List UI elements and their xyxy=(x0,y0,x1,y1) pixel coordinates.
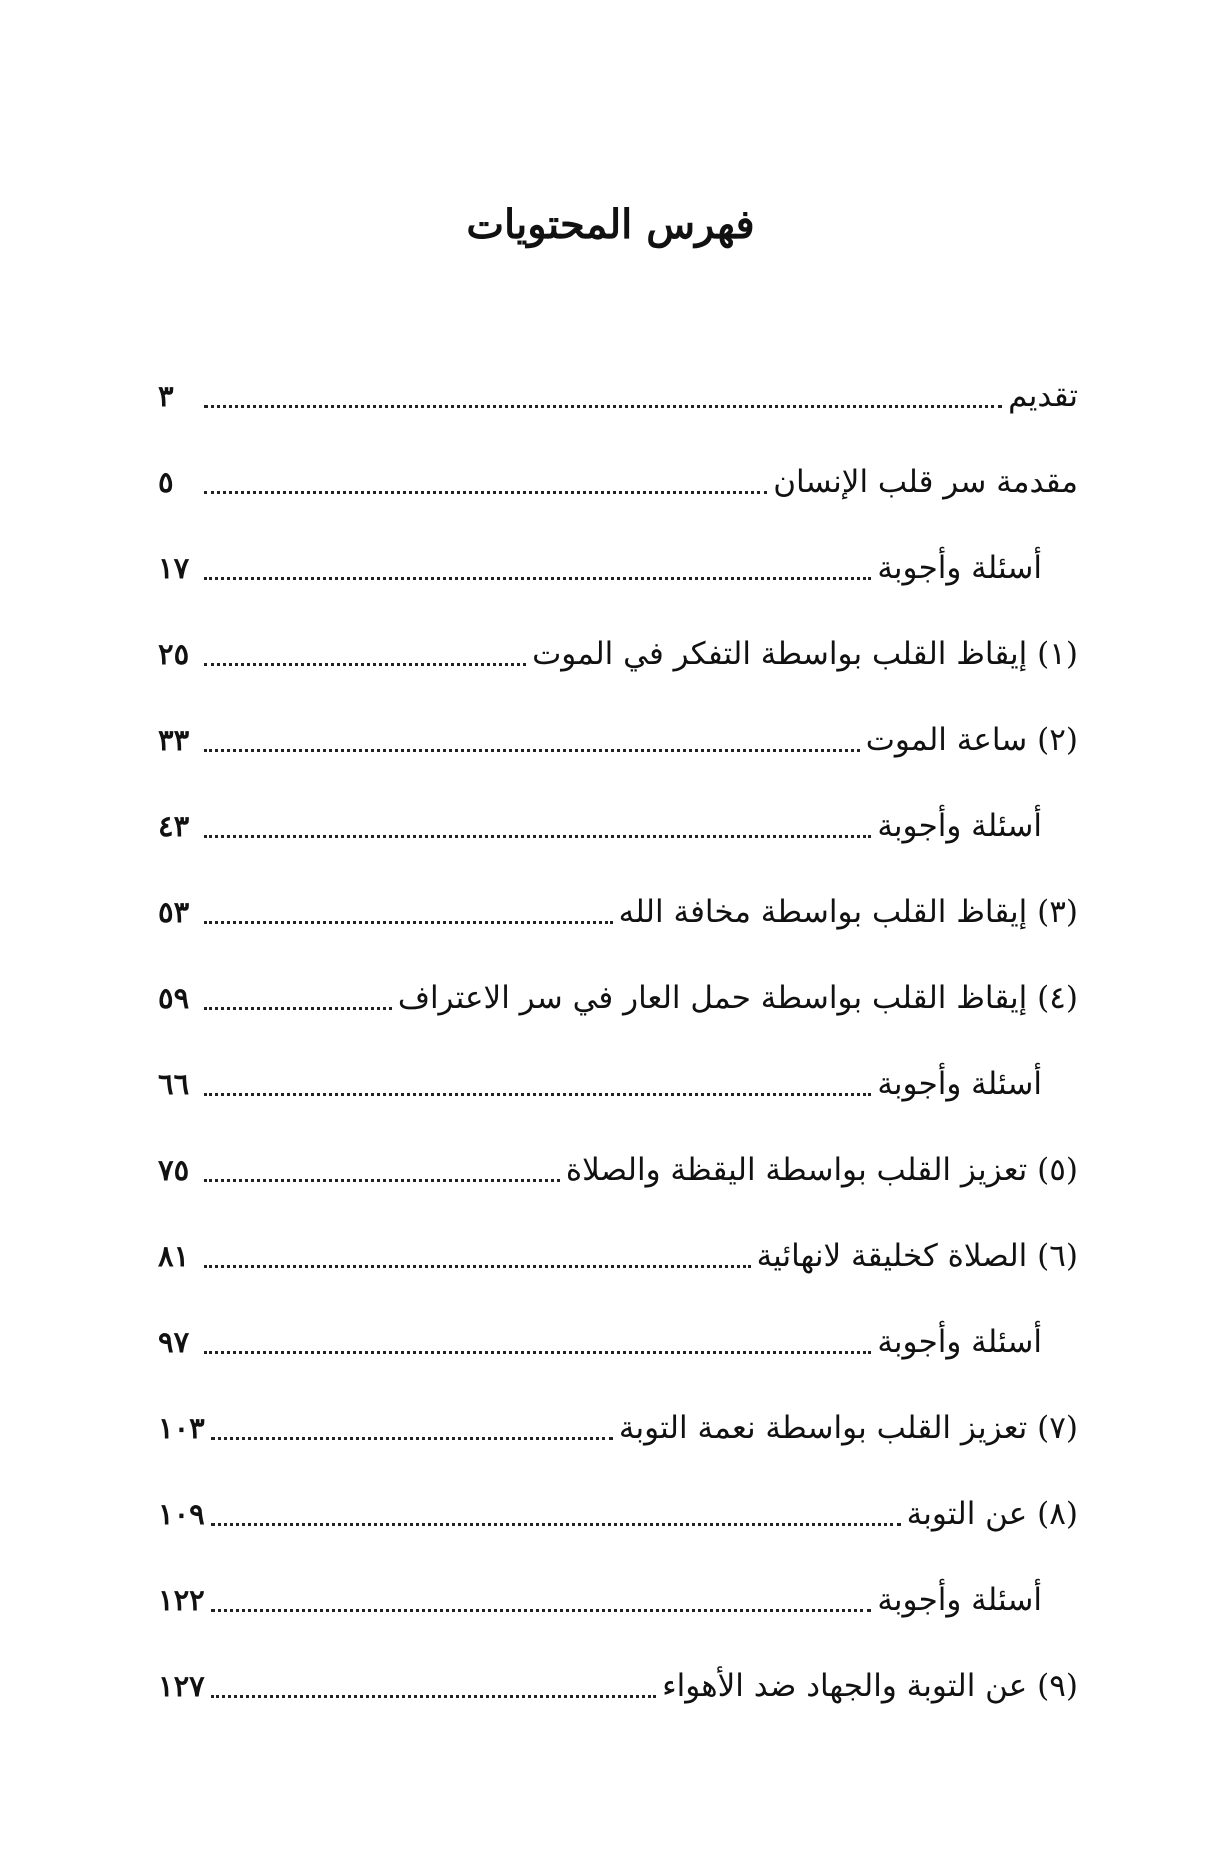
toc-entry-title: أسئلة وأجوبة xyxy=(877,1582,1042,1618)
toc-entry-page: ١٢٧ xyxy=(158,1669,205,1703)
toc-subentry xyxy=(158,504,1078,590)
toc-entry xyxy=(158,1192,1078,1278)
toc-entry-page: ٤٣ xyxy=(158,809,190,843)
dot-leader xyxy=(204,1007,392,1010)
toc-subentry xyxy=(158,1278,1078,1364)
toc-entry-page: ٨١ xyxy=(158,1239,190,1273)
dot-leader xyxy=(204,921,613,924)
toc-entry-page: ٣٣ xyxy=(158,723,190,757)
toc-entry xyxy=(158,1450,1078,1536)
toc-entry-title: (٨) عن التوبة xyxy=(906,1496,1078,1532)
toc-entry xyxy=(158,1364,1078,1450)
toc-entry-page: ١٢٢ xyxy=(158,1583,205,1617)
dot-leader xyxy=(211,1523,901,1526)
toc-subentry xyxy=(158,762,1078,848)
toc-entry-title: (٦) الصلاة كخليقة لانهائية xyxy=(756,1238,1078,1274)
toc-entry xyxy=(158,934,1078,1020)
dot-leader xyxy=(211,1609,872,1612)
toc-entry-title: (٥) تعزيز القلب بواسطة اليقظة والصلاة xyxy=(565,1152,1078,1188)
toc-entry-title: (٢) ساعة الموت xyxy=(865,722,1078,758)
toc-entry-title: (١) إيقاظ القلب بواسطة التفكر في الموت xyxy=(532,636,1078,672)
toc-entry-title: (٩) عن التوبة والجهاد ضد الأهواء xyxy=(662,1668,1078,1704)
toc-entry-page: ٥٣ xyxy=(158,895,190,929)
toc-entry-title: أسئلة وأجوبة xyxy=(877,808,1042,844)
toc-entry-page: ٣ xyxy=(158,379,174,413)
toc-entry-title: (٣) إيقاظ القلب بواسطة مخافة الله xyxy=(618,894,1078,930)
toc-entry xyxy=(158,1106,1078,1192)
dot-leader xyxy=(204,749,860,752)
toc-entry xyxy=(158,848,1078,934)
toc-entry-page: ١٠٣ xyxy=(158,1411,205,1445)
table-of-contents xyxy=(158,332,1078,1708)
dot-leader xyxy=(204,491,767,494)
toc-entry-title: أسئلة وأجوبة xyxy=(877,550,1042,586)
toc-entry-title: (٧) تعزيز القلب بواسطة نعمة التوبة xyxy=(618,1410,1078,1446)
toc-entry-page: ١٠٩ xyxy=(158,1497,205,1531)
toc-entry-title: (٤) إيقاظ القلب بواسطة حمل العار في سر الاعتراف xyxy=(397,980,1078,1016)
dot-leader xyxy=(204,1093,871,1096)
dot-leader xyxy=(204,1351,871,1354)
toc-subentry xyxy=(158,1536,1078,1622)
toc-entry xyxy=(158,590,1078,676)
dot-leader xyxy=(204,663,526,666)
toc-entry-title: تقديم xyxy=(1008,378,1078,414)
dot-leader xyxy=(204,577,871,580)
dot-leader xyxy=(204,1179,560,1182)
toc-entry xyxy=(158,332,1078,418)
toc-entry xyxy=(158,418,1078,504)
toc-entry-page: ٢٥ xyxy=(158,637,190,671)
dot-leader xyxy=(211,1437,613,1440)
toc-entry-page: ٩٧ xyxy=(158,1325,190,1359)
dot-leader xyxy=(204,835,871,838)
toc-entry-page: ١٧ xyxy=(158,551,190,585)
toc-entry xyxy=(158,676,1078,762)
toc-entry-page: ٦٦ xyxy=(158,1067,190,1101)
dot-leader xyxy=(204,405,1002,408)
toc-entry-page: ٧٥ xyxy=(158,1153,190,1187)
toc-subentry xyxy=(158,1020,1078,1106)
dot-leader xyxy=(211,1695,656,1698)
toc-entry xyxy=(158,1622,1078,1708)
toc-entry-title: أسئلة وأجوبة xyxy=(877,1324,1042,1360)
toc-entry-title: أسئلة وأجوبة xyxy=(877,1066,1042,1102)
toc-entry-page: ٥٩ xyxy=(158,981,190,1015)
page-title: فهرس المحتويات xyxy=(466,200,755,248)
toc-entry-page: ٥ xyxy=(158,465,174,499)
dot-leader xyxy=(204,1265,751,1268)
toc-entry-title: مقدمة سر قلب الإنسان xyxy=(773,464,1078,500)
